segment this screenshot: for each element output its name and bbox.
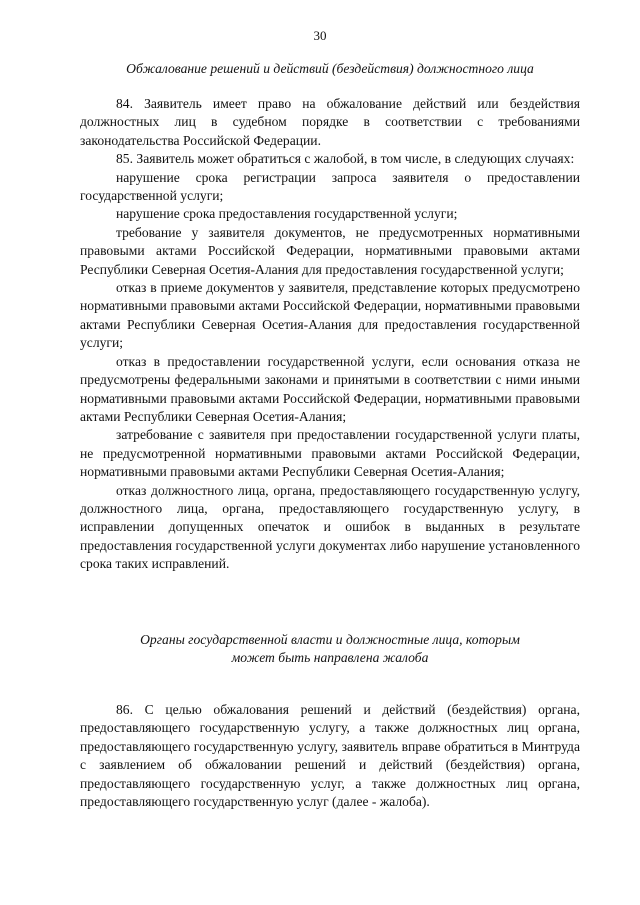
section-body-authorities [80,701,580,811]
section-body-appeal [80,95,580,574]
paragraph-84: 84. Заявитель имеет право на обжалование действий или бездействия должностных лиц в судебном порядке в соответствии с требованиями законодательства Российской Федерации. [80,96,580,148]
list-item: нарушение срока регистрации запроса заявителя о предоставлении государственной услуги; [80,169,580,204]
list-item: отказ должностного лица, органа, предоставляющего государственную услугу, должностного лица, органа, предоставляющего государственную услугу, в исправлении допущенных опечаток и ошибок в выданных в результате предоставления государственной услуги документах либо нарушение установленного срока таких исправлений. [80,482,580,572]
list-item: затребование с заявителя при предоставлении государственной услуги платы, не предусмотренной нормативными правовыми актами Российской Федерации, нормативными правовыми актами Республики Северная Осетия-Алания; [80,427,580,480]
paragraph-86: 86. С целью обжалования решений и действий (бездействия) органа, предоставляющего государственную услугу, а также должностных лиц органа, предоставляющего государственную услугу, заявитель вправе обратиться в Минтруда с заявлением об обжаловании решений и действий (бездействия) органа, предоставляющего государственную услуг, а также должностных лиц органа, предоставляющего государственную услуг (далее - жалоба). [80,702,580,810]
list-item: отказ в предоставлении государственной услуги, если основания отказа не предусмотрены федеральными законами и принятыми в соответствии с ними иными нормативными правовыми актами Российской Федерации, нормативными правовыми актами Республики Северная Осетия-Алания; [80,353,580,424]
section-heading-line: Органы государственной власти и должностные лица, которым [140,632,520,647]
page-number: 30 [313,28,327,43]
section-heading-appeal: Обжалование решений и действий (бездействия) должностного лица [126,61,534,76]
section-heading-authorities [80,631,580,668]
list-item: отказ в приеме документов у заявителя, представление которых предусмотрено нормативными правовыми актами Российской Федерации, нормативными правовыми актами Республики Северная Осетия-Алания для предоставления государственной услуги; [80,280,580,351]
list-item: требование у заявителя документов, не предусмотренных нормативными правовыми актами Российской Федерации, нормативными правовыми актами Республики Северная Осетия-Алания для предоставления государственной услуги; [80,224,580,277]
list-item: нарушение срока предоставления государственной услуги; [116,206,458,222]
paragraph-85: 85. Заявитель может обратиться с жалобой, в том числе, в следующих случаях: [116,151,575,167]
section-heading-line: может быть направлена жалоба [231,650,429,666]
